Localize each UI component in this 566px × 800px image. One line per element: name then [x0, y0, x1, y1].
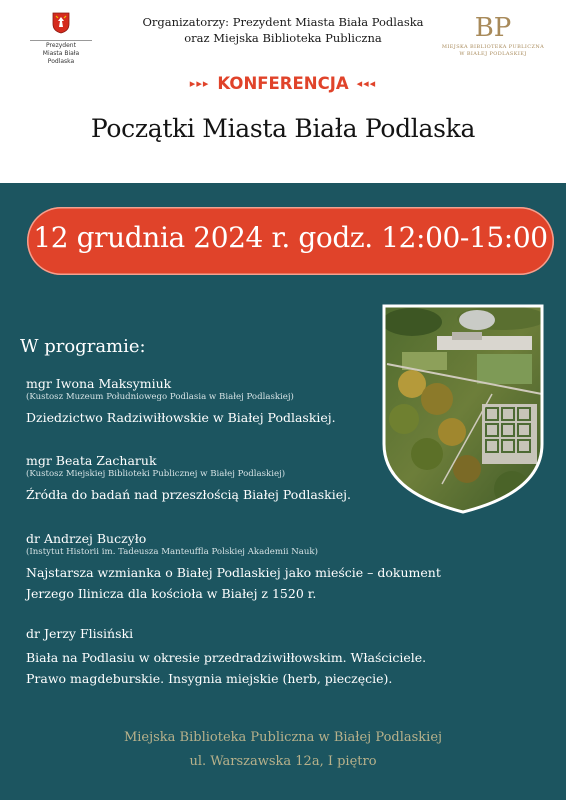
conference-title: Początki Miasta Biała Podlaska [90, 114, 476, 143]
conference-label: KONFERENCJA [217, 74, 349, 93]
crest-caption-line1: Prezydent [46, 42, 76, 49]
speaker-topic-line: Dziedzictwo Radziwiłłowskie w Białej Podlaskiej. [26, 410, 336, 425]
speaker-topic-line: Prawo magdeburskie. Insygnia miejskie (herb, pieczęcie). [26, 671, 393, 686]
library-caption-line2: W BIAŁEJ PODLASKIEJ [459, 51, 527, 57]
speaker-topic [26, 562, 496, 604]
speaker-institution: (Kustosz Miejskiej Biblioteki Publicznej w Białej Podlaskiej) [26, 469, 286, 479]
library-logo-icon [474, 8, 512, 46]
date-text: 12 grudnia 2024 r. godz. 12:00-15:00 [33, 221, 548, 254]
speaker-name: dr Andrzej Buczyło [26, 531, 147, 546]
speaker-name: dr Jerzy Flisiński [26, 626, 134, 641]
speaker-name: mgr Iwona Maksymiuk [26, 376, 172, 391]
speaker-4 [26, 626, 496, 689]
speaker-institution: (Instytut Historii im. Tadeusza Manteuffla Polskiej Akademii Nauk) [26, 547, 318, 557]
organizers-line1: Organizatorzy: Prezydent Miasta Biała Podlaska [142, 15, 424, 29]
footer-address: ul. Warszawska 12a, I piętro [189, 754, 377, 769]
speaker-name: mgr Beata Zacharuk [26, 453, 157, 468]
speaker-1 [26, 376, 496, 428]
speaker-topic [26, 647, 496, 689]
footer-venue: Miejska Biblioteka Publiczna w Białej Podlaskiej [123, 730, 443, 745]
speaker-topic-line: Najstarsza wzmianka o Białej Podlaskiej jako mieście – dokument [26, 565, 441, 580]
speaker-topic-line: Jerzego Ilinicza dla kościoła w Białej z 1520 r. [26, 586, 317, 601]
footer [0, 726, 566, 774]
speaker-institution: (Kustosz Muzeum Południowego Podlasia w Białej Podlaskiej) [26, 392, 294, 402]
organizers-line2: oraz Miejska Biblioteka Publiczna [184, 31, 382, 45]
speaker-topic-line: Źródła do badań nad przeszłością Białej Podlaskiej. [26, 487, 352, 502]
crest-caption [30, 40, 92, 66]
conference-label-row [0, 74, 566, 93]
library-caption [436, 44, 550, 58]
speaker-2 [26, 453, 496, 505]
arrows-left-icon: ▸▸▸ [189, 77, 210, 90]
speaker-3 [26, 531, 496, 604]
speaker-topic-line: Biała na Podlasiu w okresie przedradziwiłłowskim. Właściciele. [26, 650, 427, 665]
speaker-topic [26, 484, 496, 505]
arrows-right-icon: ◂◂◂ [356, 77, 377, 90]
header [0, 0, 566, 183]
program-heading: W programie: [20, 336, 146, 357]
city-coat-of-arms-icon [52, 12, 70, 34]
library-caption-line1: MIEJSKA BIBLIOTEKA PUBLICZNA [441, 44, 545, 50]
library-logo-text: BP [474, 13, 512, 43]
speaker-topic [26, 407, 496, 428]
organizers [136, 14, 430, 46]
crest-caption-line2: Miasta Biała Podlaska [42, 50, 80, 65]
date-banner [27, 207, 554, 275]
